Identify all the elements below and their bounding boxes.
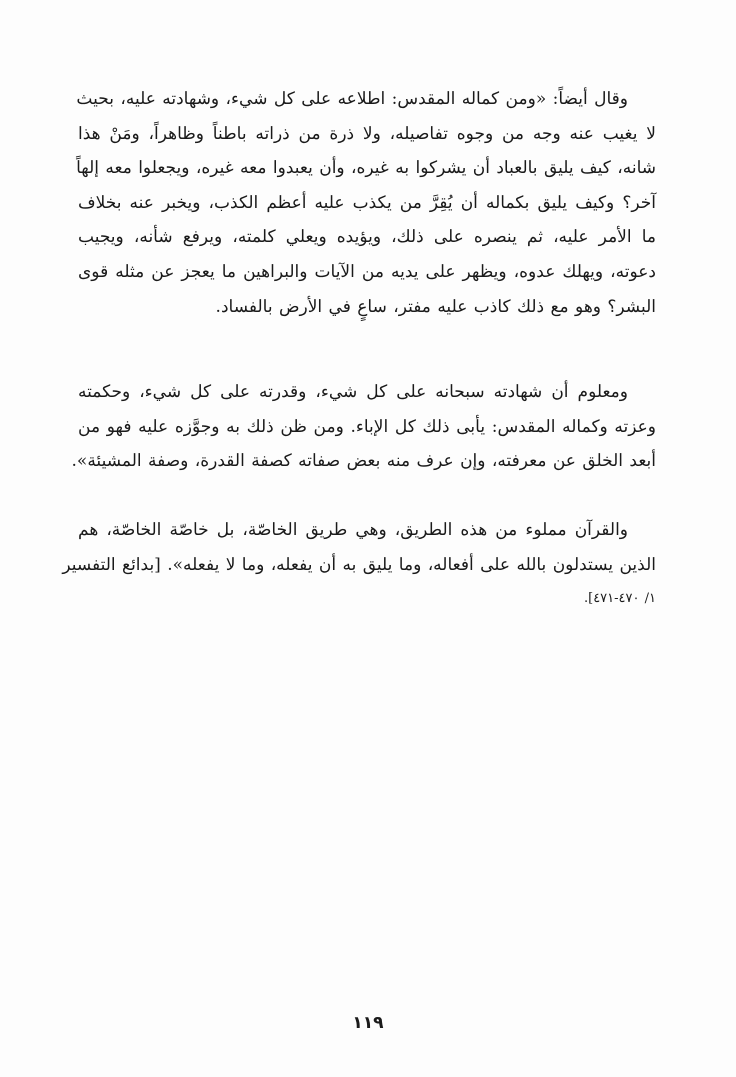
text-line: شانه، كيف يليق بالعباد أن يشركوا به غيره، وأن يعبدوا معه غيره، ويجعلوا معه إلهاً: [76, 158, 656, 179]
text-line: وعزته وكماله المقدس: يأبى ذلك كل الإباء. ومن ظن ذلك به وجوَّزه عليه فهو من: [78, 416, 656, 437]
text-line: البشر؟ وهو مع ذلك كاذب عليه مفتر، ساعٍ في الأرض بالفساد.: [215, 296, 656, 317]
text-line: دعوته، ويهلك عدوه، ويظهر على يديه من الآيات والبراهين ما يعجز عن مثله قوى: [78, 261, 656, 282]
text-line: أبعد الخلق عن معرفته، وإن عرف منه بعض صفاته كصفة القدرة، وصفة المشيئة».: [71, 451, 656, 472]
page-number: ١١٩: [352, 1013, 384, 1033]
text-line: وقال أيضاً: «ومن كماله المقدس: اطلاعه على كل شيء، وشهادته عليه، بحيث: [76, 89, 628, 109]
text-line: لا يغيب عنه وجه من وجوه تفاصيله، ولا ذرة من ذراته باطناً وظاهراً، ومَنْ هذا: [78, 123, 656, 144]
text-line: ما الأمر عليه، ثم ينصره على ذلك، ويؤيده ويعلي كلمته، ويرفع شأنه، ويجيب: [78, 227, 656, 248]
text-line: آخر؟ وكيف يليق بكماله أن يُقِرَّ من يكذب عليه أعظم الكذب، ويخبر عنه بخلاف: [78, 192, 656, 213]
text-line: والقرآن مملوء من هذه الطريق، وهي طريق الخاصّة، بل خاصّة الخاصّة، هم: [78, 520, 628, 540]
paragraph-3: [62, 513, 656, 617]
paragraph-2: [71, 375, 656, 479]
text-line: الذين يستدلون بالله على أفعاله، وما يليق به أن يفعله، وما لا يفعله». [بدائع التفسير: [62, 554, 656, 575]
citation-line: ١/ ٤٧٠-٤٧١].: [583, 591, 656, 607]
text-line: ومعلوم أن شهادته سبحانه على كل شيء، وقدرته على كل شيء، وحكمته: [78, 382, 628, 402]
paragraph-1: [78, 82, 656, 324]
